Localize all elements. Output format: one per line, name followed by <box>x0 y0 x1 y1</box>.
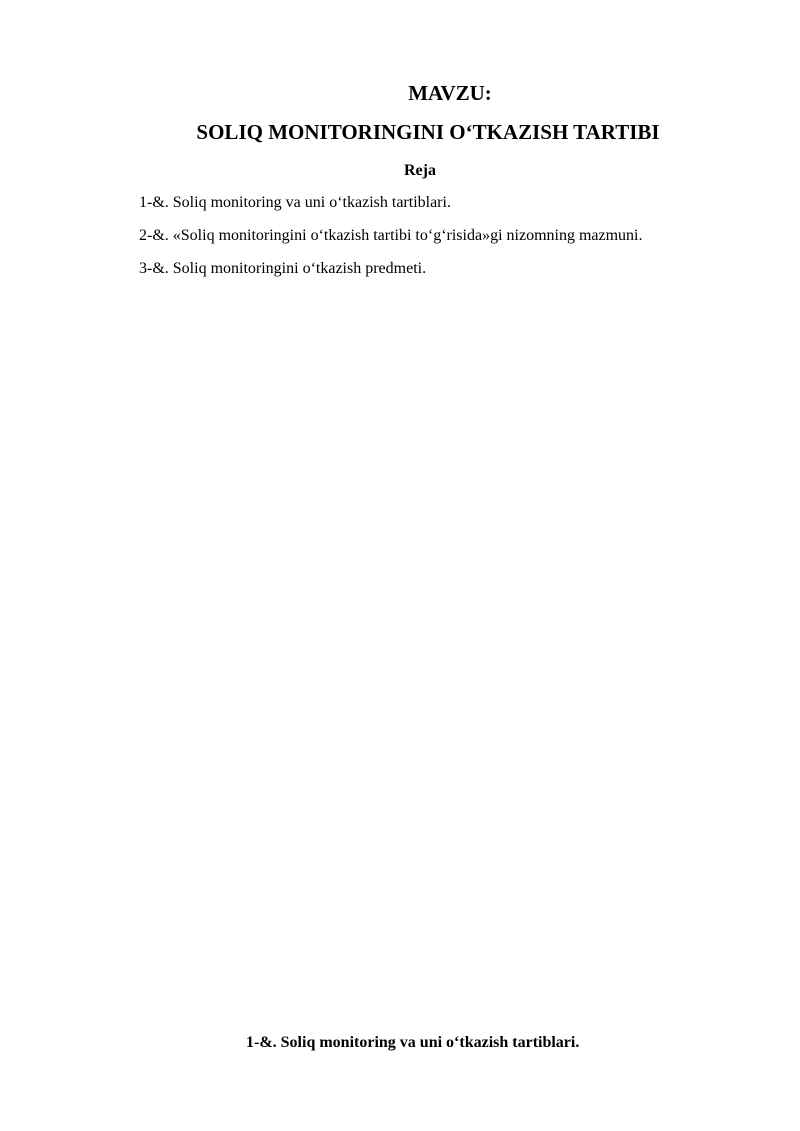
plan-heading: Reja <box>404 162 436 179</box>
section-heading: 1-&. Soliq monitoring va uni o‘tkazish tartiblari. <box>246 1034 580 1051</box>
plan-item-3: 3-&. Soliq monitoringini o‘tkazish predmeti. <box>139 260 427 277</box>
page-title: SOLIQ MONITORINGINI O‘TKAZISH TARTIBI <box>196 120 660 144</box>
topic-label: MAVZU: <box>408 81 492 105</box>
plan-item-1: 1-&. Soliq monitoring va uni o‘tkazish tartiblari. <box>139 194 451 211</box>
plan-item-2: 2-&. «Soliq monitoringini o‘tkazish tartibi to‘g‘risida»gi nizomning mazmuni. <box>139 227 643 244</box>
plan-list <box>139 192 643 291</box>
